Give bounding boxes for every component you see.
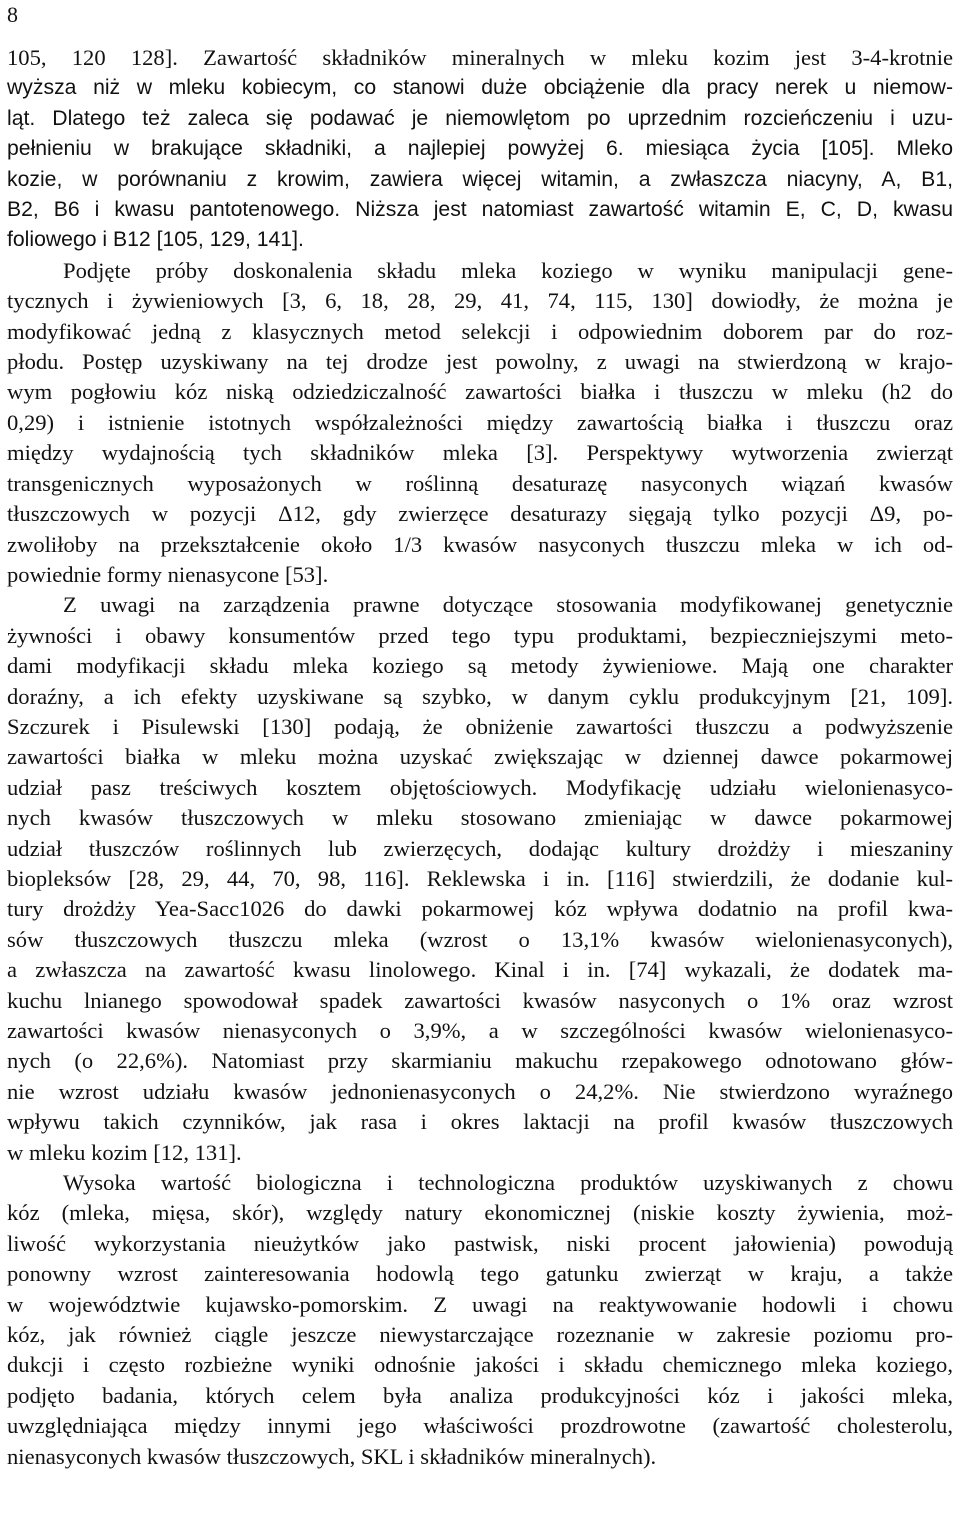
text-line: uwzględniająca między innymi jego właściwości prozdrowotne (zawartość cholesterolu, bbox=[7, 1413, 953, 1439]
text-line: udział pasz treściwych kosztem objętościowych. Modyfikację udziału wielonienasyco- bbox=[7, 774, 953, 800]
text-line: biopleksów [28, 29, 44, 70, 98, 116]. Reklewska i in. [116] stwierdzili, że dodanie kul- bbox=[7, 865, 953, 891]
text-line: w województwie kujawsko-pomorskim. Z uwagi na reaktywowanie hodowli i chowu bbox=[7, 1291, 953, 1317]
text-line: ponowny wzrost zainteresowania hodowlą tego gatunku zwierząt w kraju, a także bbox=[7, 1261, 953, 1287]
text-line: modyfikować jedną z klasycznych metod selekcji i odpowiednim doborem par do roz- bbox=[7, 318, 953, 344]
text-line: kuchu lnianego spowodował spadek zawartości kwasów nasyconych o 1% oraz wzrost bbox=[7, 987, 953, 1013]
text-line: zwoliłoby na przekształcenie około 1/3 kwasów nasyconych tłuszczu mleka w ich od- bbox=[7, 531, 953, 557]
text-line: nie wzrost udziału kwasów jednonienasyconych o 24,2%. Nie stwierdzono wyraźnego bbox=[7, 1078, 953, 1104]
text-line: Szczurek i Pisulewski [130] podają, że obniżenie zawartości tłuszczu a podwyższenie bbox=[7, 713, 953, 739]
text-line: ląt. Dlatego też zaleca się podawać je niemowlętom po uprzednim rozcieńczeniu i uzu- bbox=[7, 106, 953, 130]
paragraph-1 bbox=[7, 43, 953, 256]
text-line: doraźny, a ich efekty uzyskiwane są szybko, w danym cyklu produkcyjnym [21, 109]. bbox=[7, 683, 953, 709]
text-line: dami modyfikacji składu mleka koziego są metody żywieniowe. Mają one charakter bbox=[7, 653, 953, 679]
text-line: wyższa niż w mleku kobiecym, co stanowi duże obciążenie dla pracy nerek u niemow- bbox=[7, 76, 953, 100]
text-line: pełnieniu w brakujące składniki, a najlepiej powyżej 6. miesiąca życia [105]. Mleko bbox=[7, 137, 953, 161]
text-line: Wysoka wartość biologiczna i technologiczna produktów uzyskiwanych z chowu bbox=[63, 1170, 953, 1196]
page-number: 8 bbox=[7, 2, 18, 27]
paragraph-2 bbox=[7, 256, 953, 590]
paragraph-3 bbox=[7, 590, 953, 1168]
text-line: między wydajnością tych składników mleka [3]. Perspektywy wytworzenia zwierząt bbox=[7, 440, 953, 466]
text-line: nych kwasów tłuszczowych w mleku stosowano zmieniając w dawce pokarmowej bbox=[7, 805, 953, 831]
text-line: tłuszczowych w pozycji Δ12, gdy zwierzęce desaturazy sięgają tylko pozycji Δ9, po- bbox=[7, 501, 953, 527]
text-line: 0,29) i istnienie istotnych współzależności między zawartością białka i tłuszczu oraz bbox=[7, 409, 953, 435]
text-line: nienasyconych kwasów tłuszczowych, SKL i składników mineralnych). bbox=[7, 1443, 657, 1469]
main-text bbox=[7, 43, 953, 1472]
text-line: kóz, jak również ciągle jeszcze niewystarczające rozeznanie w zakresie poziomu pro- bbox=[7, 1322, 953, 1348]
text-line: Podjęte próby doskonalenia składu mleka koziego w wyniku manipulacji gene- bbox=[63, 257, 953, 283]
text-line: płodu. Postęp uzyskiwany na tej drodze jest powolny, z uwagi na stwierdzoną w krajo- bbox=[7, 349, 953, 375]
text-line: zawartości białka w mleku można uzyskać zwiększając w dziennej dawce pokarmowej bbox=[7, 744, 953, 770]
text-line: kóz (mleka, mięsa, skór), względy natury ekonomicznej (niskie koszty żywienia, moż- bbox=[7, 1200, 953, 1226]
text-line: żywności i obawy konsumentów przed tego typu produktami, bezpieczniejszymi meto- bbox=[7, 622, 953, 648]
text-line: B2, B6 i kwasu pantotenowego. Niższa jest natomiast zawartość witamin E, C, D, kwasu bbox=[7, 198, 953, 222]
text-line: foliowego i B12 [105, 129, 141]. bbox=[7, 228, 304, 252]
text-line: kozie, w porównaniu z krowim, zawiera więcej witamin, a zwłaszcza niacyny, A, B1, bbox=[7, 167, 953, 191]
text-line: 105, 120 128]. Zawartość składników mineralnych w mleku kozim jest 3-4-krotnie bbox=[7, 45, 953, 70]
text-line: a zwłaszcza na zawartość kwasu linolowego. Kinal i in. [74] wykazali, że dodatek ma- bbox=[7, 957, 953, 983]
text-line: dukcji i często rozbieżne wyniki odnośnie jakości i składu chemicznego mleka koziego, bbox=[7, 1352, 953, 1378]
text-line: tycznych i żywieniowych [3, 6, 18, 28, 29, 41, 74, 115, 130] dowiodły, że można je bbox=[7, 288, 953, 314]
text-line: powiednie formy nienasycone [53]. bbox=[7, 561, 329, 587]
paragraph-4 bbox=[7, 1168, 953, 1472]
text-line: sów tłuszczowych tłuszczu mleka (wzrost o 13,1% kwasów wielonienasyconych), bbox=[7, 926, 953, 952]
text-line: w mleku kozim [12, 131]. bbox=[7, 1139, 242, 1165]
text-line: wym pogłowiu kóz niską odziedziczalność zawartości białka i tłuszczu w mleku (h2 do bbox=[7, 379, 953, 405]
text-line: liwość wykorzystania nieużytków jako pastwisk, niski procent jałowienia) powodują bbox=[7, 1230, 953, 1256]
text-line: transgenicznych wyposażonych w roślinną desaturazę nasyconych wiązań kwasów bbox=[7, 470, 953, 496]
text-line: nych (o 22,6%). Natomiast przy skarmianiu makuchu rzepakowego odnotowano głów- bbox=[7, 1048, 953, 1074]
text-line: wpływu takich czynników, jak rasa i okres laktacji na profil kwasów tłuszczowych bbox=[7, 1109, 953, 1135]
text-line: tury drożdży Yea-Sacc1026 do dawki pokarmowej kóz wpływa dodatnio na profil kwa- bbox=[7, 896, 953, 922]
text-line: zawartości kwasów nienasyconych o 3,9%, a w szczególności kwasów wielonienasyco- bbox=[7, 1018, 953, 1043]
text-line: podjęto badania, których celem była analiza produkcyjności kóz i jakości mleka, bbox=[7, 1382, 953, 1408]
text-line: udział tłuszczów roślinnych lub zwierzęcych, dodając kultury drożdży i mieszaniny bbox=[7, 835, 953, 861]
text-line: Z uwagi na zarządzenia prawne dotyczące stosowania modyfikowanej genetycznie bbox=[63, 592, 953, 618]
